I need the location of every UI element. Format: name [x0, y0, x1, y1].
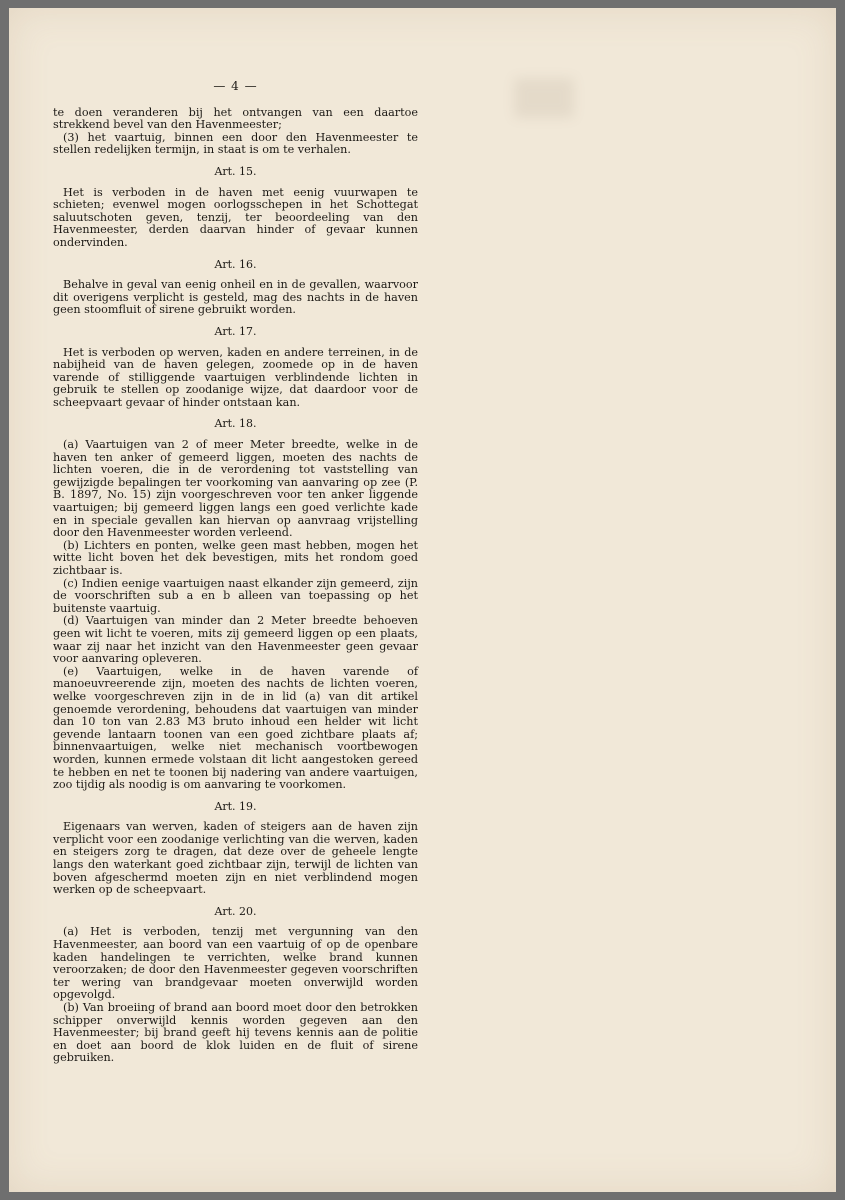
article-paragraph: (d) Vaartuigen van minder dan 2 Meter breedte behoeven geen wit licht te voeren, mits zij gemeerd liggen op een plaats, waar zij naar het inzicht van den Havenmeester geen gevaar voor aanvaring opleveren.	[53, 614, 418, 666]
article-paragraph: (b) Lichters en ponten, welke geen mast hebben, mogen het witte licht boven het dek bevestigen, mits het rondom goed zichtbaar is.	[53, 538, 418, 577]
article-heading: Art. 18.	[214, 417, 257, 431]
article-heading: Art. 16.	[214, 257, 257, 271]
article-paragraph: (b) Van broeiing of brand aan boord moet door den betrokken schipper onverwijld kennis worden gegeven aan den Havenmeester; bij brand geeft hij tevens kennis aan de politie en doet aan boord de klok luiden en de fluit of sirene gebruiken.	[53, 1001, 418, 1065]
article-heading: Art. 20.	[214, 904, 257, 918]
article-paragraph: (a) Vaartuigen van 2 of meer Meter breedte, welke in de haven ten anker of gemeerd liggen, moeten des nachts de lichten voeren, die in de verordening tot vaststelling van gewijzigde bepalingen ter voorkoming van aanvaring op zee (P. B. 1897, No. 15) zijn voorgeschreven voor ten anker liggende vaartuigen; bij gemeerd liggen langs een goed verlichte kade en in speciale gevallen kan hiervan op aanvraag vrijstelling door den Havenmeester worden verleend.	[53, 438, 418, 540]
article-paragraph: Eigenaars van werven, kaden of steigers aan de haven zijn verplicht voor een zoodanige verlichting van die werven, kaden en steigers zorg te dragen, dat deze over de geheele lengte langs den waterkant goed zichtbaar zijn, terwijl de lichten van boven afgeschermd moeten zijn en niet verblindend mogen werken op de scheepvaart.	[53, 820, 418, 897]
article-heading: Art. 17.	[214, 324, 257, 338]
article-heading: Art. 15.	[214, 164, 257, 178]
document-text-column	[53, 80, 418, 1065]
article-paragraph: Behalve in geval van eenig onheil en in de gevallen, waarvoor dit overigens verplicht is gesteld, mag des nachts in de haven geen stoomfluit of sirene gebruikt worden.	[53, 278, 418, 317]
article-paragraph: (c) Indien eenige vaartuigen naast elkander zijn gemeerd, zijn de voorschriften sub a en b alleen van toepassing op het buitenste vaartuig.	[53, 576, 418, 615]
bleed-through-stain	[514, 78, 574, 118]
article-paragraph: (a) Het is verboden, tenzij met vergunning van den Havenmeester, aan boord van een vaartuig of op de openbare kaden handelingen te verrichten, welke brand kunnen veroorzaken; de door den Havenmeester gegeven voorschriften ter wering van brandgevaar moeten onverwijld worden opgevolgd.	[53, 925, 418, 1002]
article-paragraph: (e) Vaartuigen, welke in de haven varende of manoeuvreerende zijn, moeten des nachts de lichten voeren, welke voorgeschreven zijn in de in lid (a) van dit artikel genoemde verordening, behoudens dat vaartuigen van minder dan 10 ton van 2.83 M3 bruto inhoud een helder wit licht gevende lantaarn toonen van een goed zichtbare plaats af; binnenvaartuigen, welke niet mechanisch voortbewogen worden, kunnen ermede volstaan dit licht aangestoken gereed te hebben en net te toonen bij nadering van andere vaartuigen, zoo tijdig als noodig is om aanvaring te voorkomen.	[53, 664, 418, 792]
article-heading: Art. 19.	[214, 799, 257, 813]
intro-paragraph: te doen veranderen bij het ontvangen van een daartoe strekkend bevel van den Havenmeester;	[53, 105, 418, 132]
article-paragraph: Het is verboden in de haven met eenig vuurwapen te schieten; evenwel mogen oorlogsschepen in het Schottegat saluutschoten geven, tenzij, ter beoordeeling van den Havenmeester, derden daarvan hinder of gevaar kunnen ondervinden.	[53, 185, 418, 249]
intro-paragraph: (3) het vaartuig, binnen een door den Havenmeester te stellen redelijken termijn, in staat is om te verhalen.	[53, 130, 418, 157]
article-paragraph: Het is verboden op werven, kaden en andere terreinen, in de nabijheid van de haven gelegen, zoomede op in de haven varende of stilliggende vaartuigen verblindende lichten in gebruik te stellen op zoodanige wijze, dat daardoor voor de scheepvaart gevaar of hinder ontstaan kan.	[53, 345, 418, 409]
page-number: — 4 —	[213, 79, 258, 93]
